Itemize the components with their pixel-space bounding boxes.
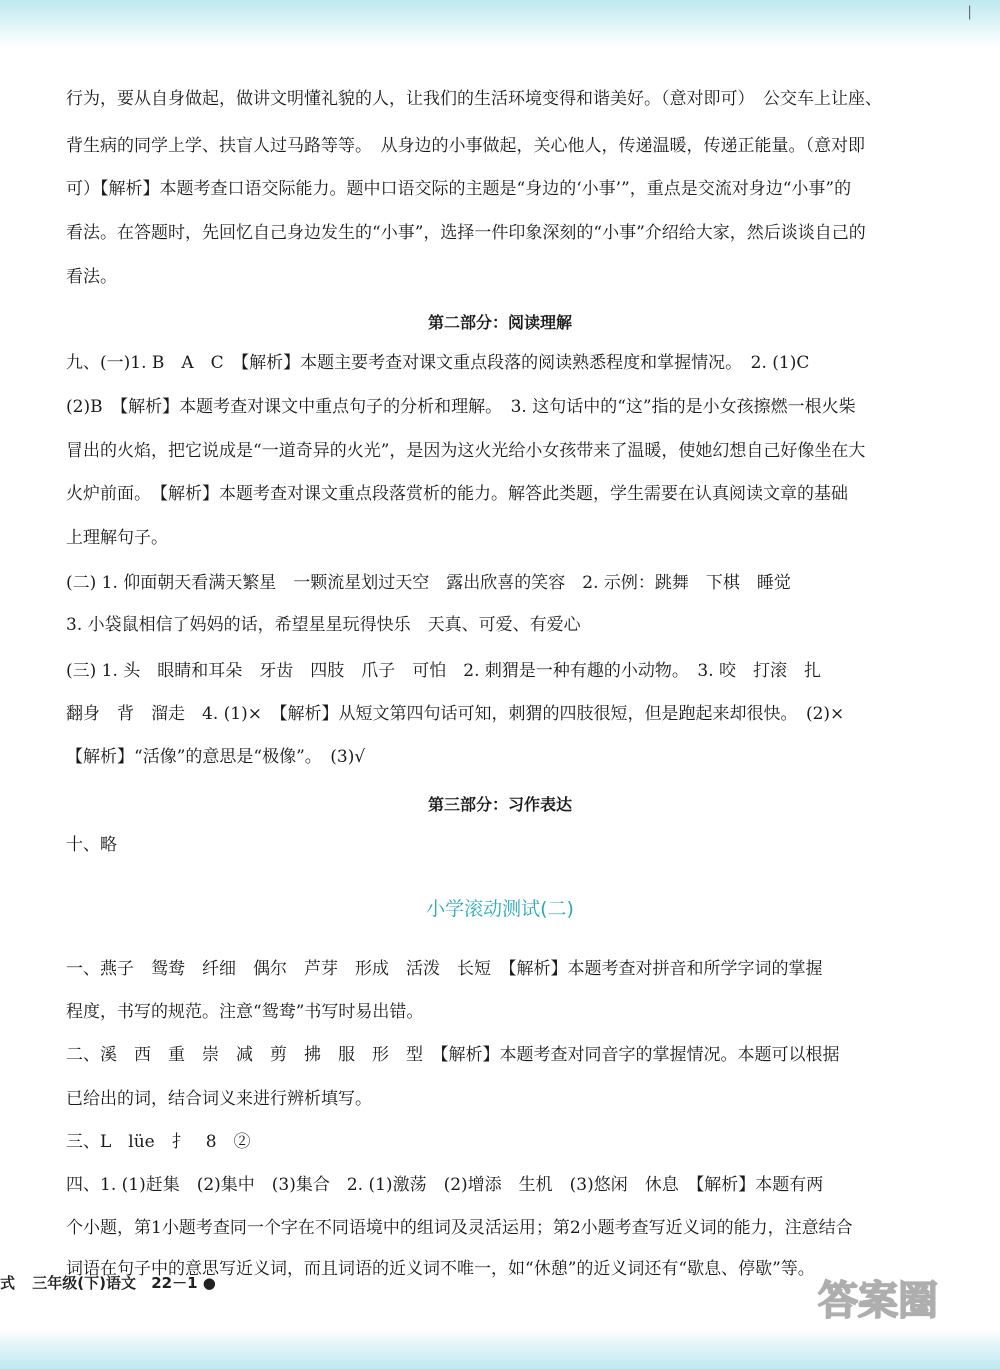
answer-line: (三) 1. 头 眼睛和耳朵 牙齿 四肢 爪子 可怕 2. 刺猬是一种有趣的小动物。 3. 咬 打滚 扎: [66, 661, 822, 681]
answer-line: (二) 1. 仰面朝天看满天繁星 一颗流星划过天空 露出欣喜的笑容 2. 示例：跳舞 下棋 睡觉: [66, 573, 791, 593]
answer-line: 可）【解析】本题考查口语交际能力。题中口语交际的主题是“身边的‘小事’”，重点是交流对身边“小事”的: [66, 179, 852, 199]
answer-line: 背生病的同学上学、扶盲人过马路等等。 从身边的小事做起，关心他人，传递温暖，传递正能量。（意对即: [66, 136, 865, 156]
header-decorative-band: [0, 0, 1000, 48]
answer-line: 二、溪 西 重 崇 减 剪 拂 服 形 型 【解析】本题考查对同音字的掌握情况。本题可以根据: [66, 1045, 840, 1065]
footer-fragment: 式: [0, 1274, 16, 1292]
answer-line: 三、L lüe 扌 8 ②: [66, 1132, 251, 1152]
section-heading-writing: 第三部分：习作表达: [427, 795, 572, 814]
answer-line: 火炉前面。 【解析】本题考查对课文重点段落赏析的能力。解答此类题，学生需要在认真阅读文章的基础: [66, 484, 848, 504]
answer-line: 行为，要从自身做起，做讲文明懂礼貌的人，让我们的生活环境变得和谐美好。（意对即可） 公交车上让座、: [66, 89, 882, 109]
answer-line: 冒出的火焰，把它说成是“一道奇异的火光”，是因为这火光给小女孩带来了温暖，使她幻想自己好像坐在大: [66, 441, 866, 461]
answer-line: 翻身 背 溜走 4. (1)× 【解析】从短文第四句话可知，刺猬的四肢很短，但是跑起来却很快。 (2)×: [66, 704, 845, 724]
page-footer: [0, 1272, 216, 1293]
answer-line: 程度，书写的规范。注意“鸳鸯”书写时易出错。: [66, 1002, 424, 1022]
answer-line: 【解析】“活像”的意思是“极像”。 (3)√: [66, 747, 366, 767]
footer-decorative-band: [0, 1329, 1000, 1369]
answer-line: 看法。在答题时，先回忆自己身边发生的“小事”，选择一件印象深刻的“小事”介绍给大家，然后谈谈自己的: [66, 223, 866, 243]
footer-bullet: ●: [202, 1274, 216, 1292]
answer-line: 十、略: [66, 835, 117, 855]
answer-line: 看法。: [66, 267, 117, 287]
corner-mark: |: [967, 4, 972, 20]
footer-page-code: 22－1: [151, 1274, 198, 1292]
answer-line: 上理解句子。: [66, 528, 168, 548]
answer-line: 九、(一)1. B A C 【解析】本题主要考查对课文重点段落的阅读熟悉程度和掌握情况。 2. (1)C: [66, 353, 810, 373]
footer-grade-subject: 三年级(下)语文: [32, 1274, 136, 1292]
answer-line: (2)B 【解析】本题考查对课文中重点句子的分析和理解。 3. 这句话中的“这”指的是小女孩擦燃一根火柴: [66, 397, 856, 417]
answer-line: 已给出的词，结合词义来进行辨析填写。: [66, 1089, 372, 1109]
section-heading-reading: 第二部分：阅读理解: [427, 313, 572, 332]
test-title: 小学滚动测试(二): [426, 898, 574, 920]
watermark-brand: 答案圈: [818, 1278, 938, 1324]
answer-line: 3. 小袋鼠相信了妈妈的话，希望星星玩得快乐 天真、可爱、有爱心: [66, 615, 581, 635]
answer-line: 一、燕子 鸳鸯 纤细 偶尔 芦芽 形成 活泼 长短 【解析】本题考查对拼音和所学字词的掌握: [66, 959, 823, 979]
answer-line: 个小题，第1小题考查同一个字在不同语境中的组词及灵活运用；第2小题考查写近义词的能力，注意结合: [66, 1218, 853, 1238]
answer-line: 四、1. (1)赶集 (2)集中 (3)集合 2. (1)激荡 (2)增添 生机 (3)悠闲 休息 【解析】本题有两: [66, 1175, 824, 1195]
answer-line: 词语在句子中的意思写近义词，而且词语的近义词不唯一，如“休憩”的近义词还有“歇息、停歇”等。: [66, 1259, 815, 1279]
